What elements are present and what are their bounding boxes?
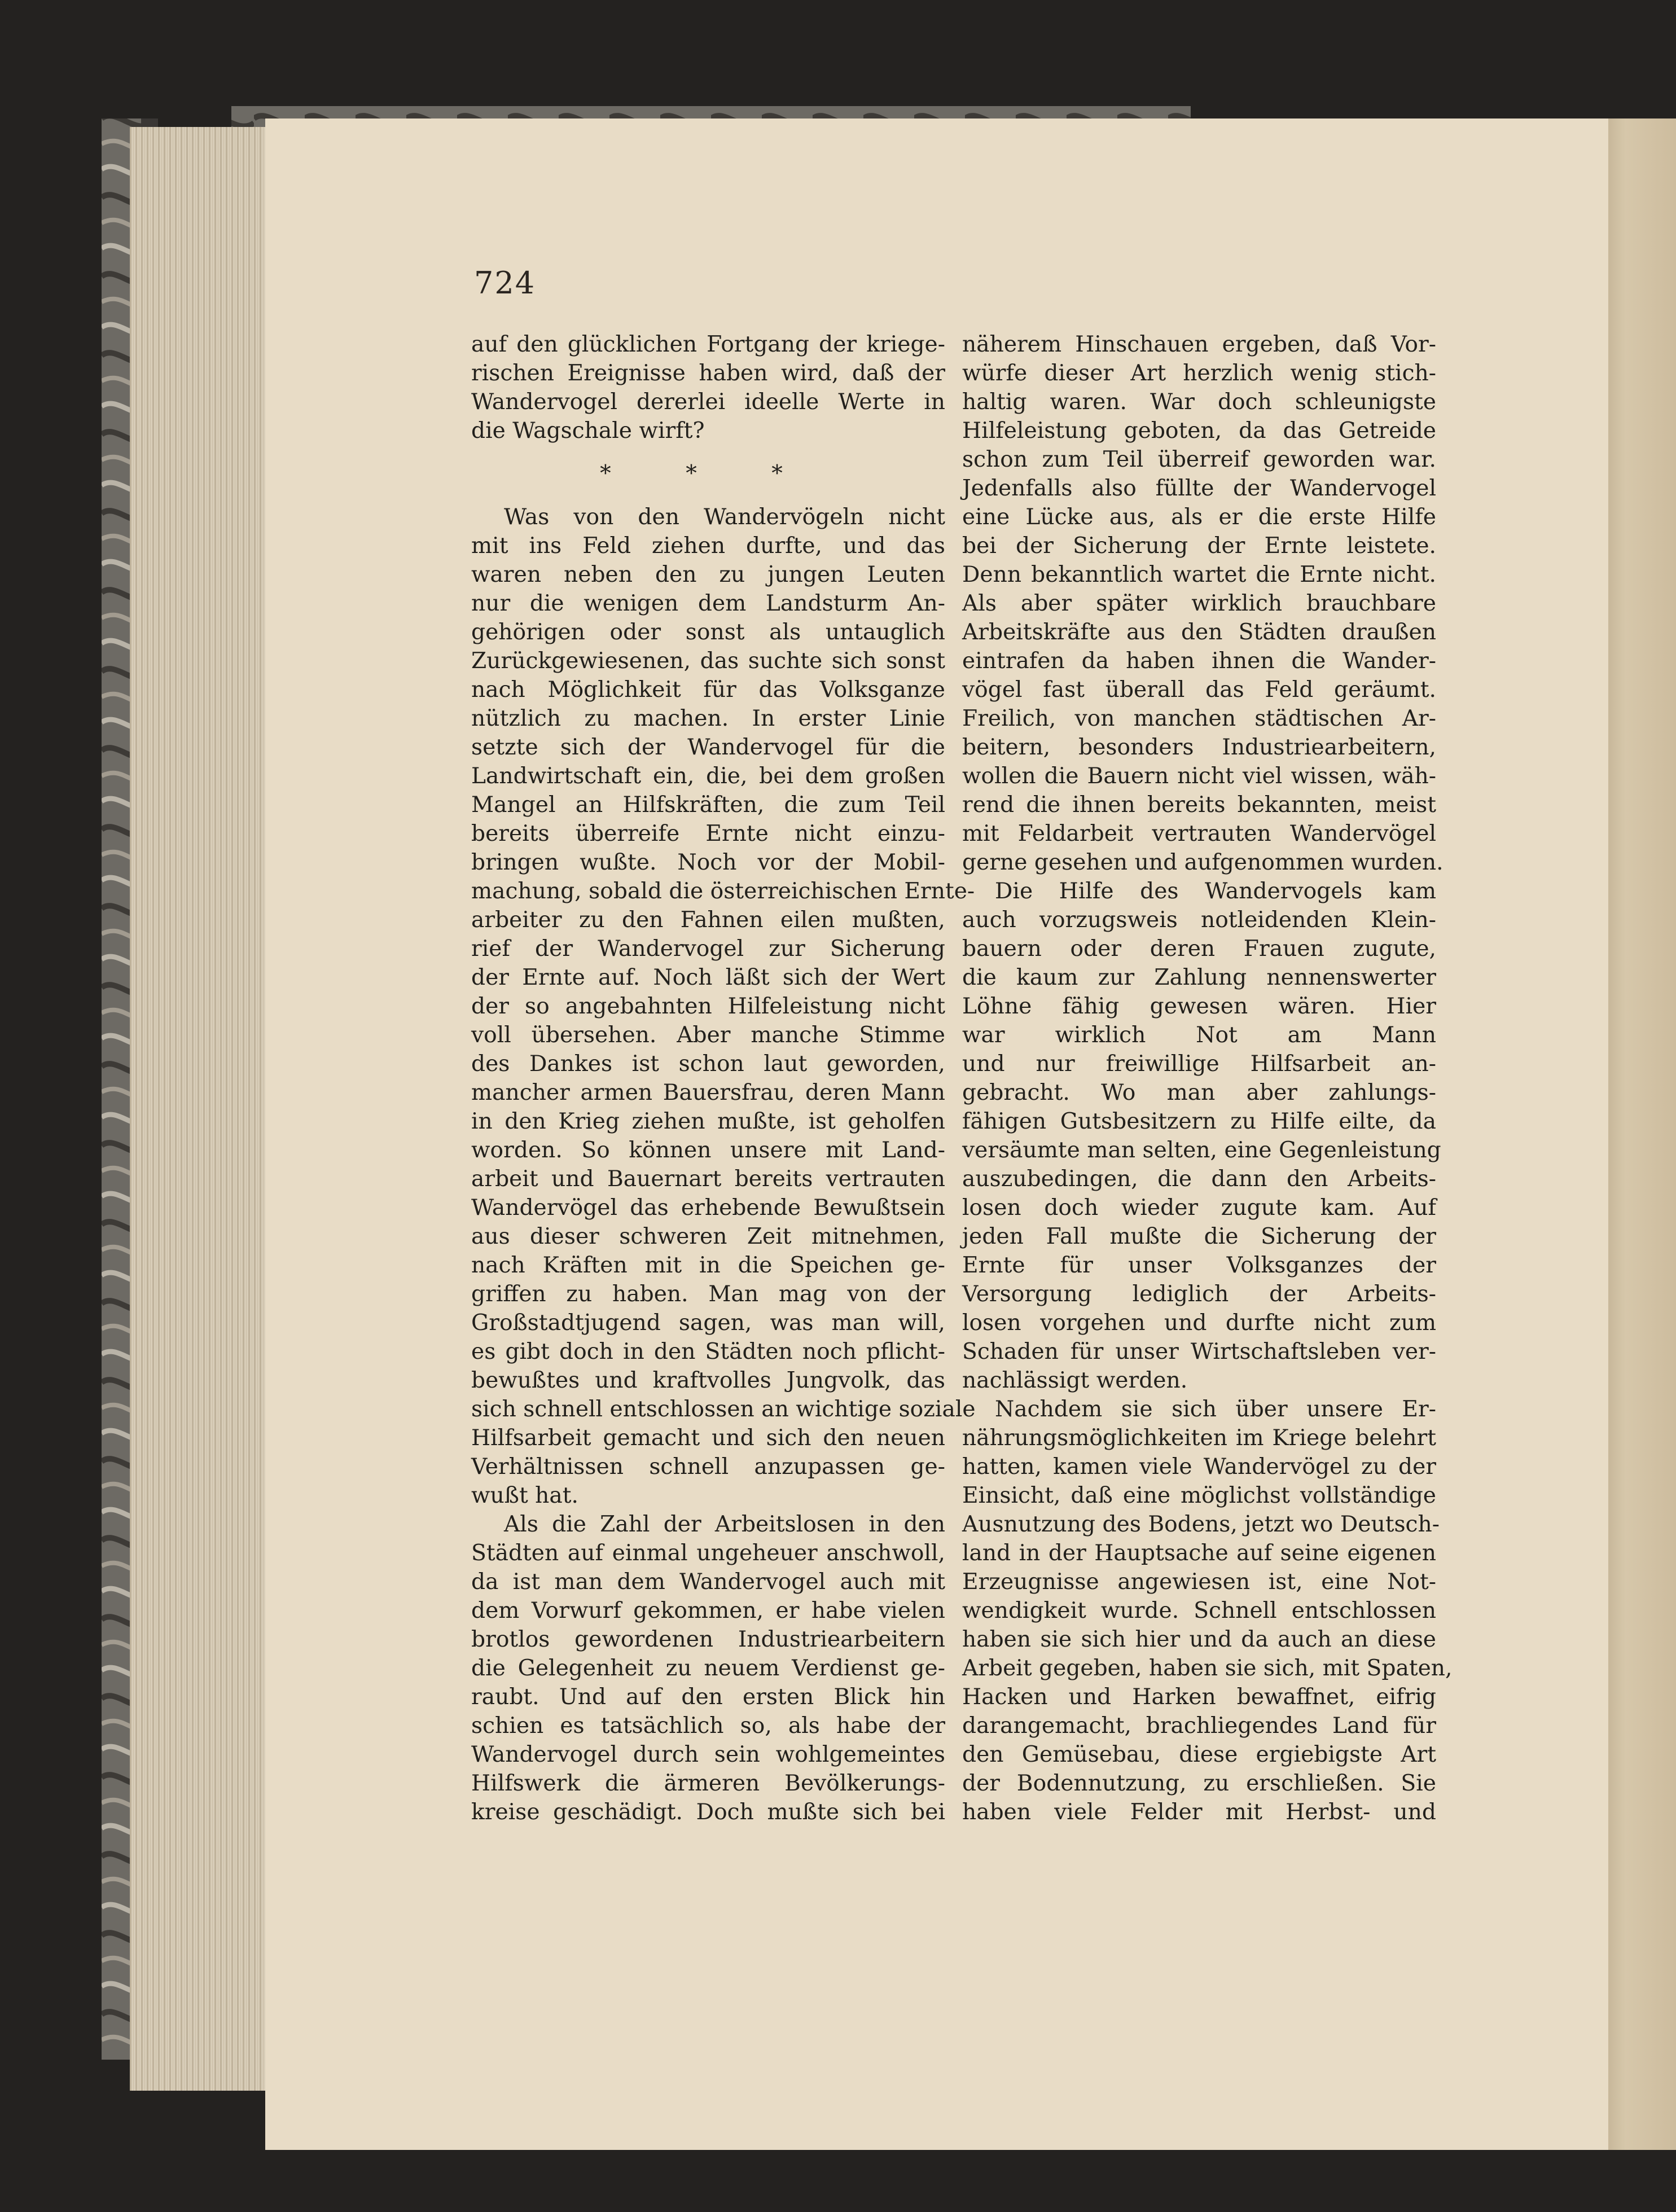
text-line: Was von den Wandervögeln nicht bbox=[504, 504, 945, 530]
text-line: eine Lücke aus, als er die erste Hilfe bbox=[962, 504, 1436, 530]
text-line: waren neben den zu jungen Leuten bbox=[471, 562, 945, 587]
text-line: bei der Sicherung der Ernte leistete. bbox=[962, 533, 1436, 559]
text-line: Verhältnissen schnell anzupassen ge- bbox=[471, 1454, 945, 1480]
text-line: des Dankes ist schon laut geworden, bbox=[471, 1051, 945, 1077]
text-line: die Gelegenheit zu neuem Verdienst ge- bbox=[471, 1656, 945, 1681]
text-line: aus dieser schweren Zeit mitnehmen, bbox=[471, 1224, 945, 1249]
text-line: fähigen Gutsbesitzern zu Hilfe eilte, da bbox=[962, 1109, 1436, 1134]
text-line: kreise geschädigt. Doch mußte sich bei bbox=[471, 1800, 945, 1825]
text-line: näherem Hinschauen ergeben, daß Vor- bbox=[962, 332, 1436, 357]
text-line: auch vorzugsweis notleidenden Klein- bbox=[962, 907, 1436, 933]
text-line: die Wagschale wirft? bbox=[471, 418, 705, 444]
text-line: Wandervögel das erhebende Bewußtsein bbox=[471, 1195, 945, 1221]
text-line: Die Hilfe des Wandervogels kam bbox=[995, 879, 1436, 904]
text-line: Schaden für unser Wirtschaftsleben ver- bbox=[962, 1339, 1436, 1364]
text-line: versäumte man selten, eine Gegenleistung bbox=[962, 1138, 1441, 1163]
text-line: die kaum zur Zahlung nennenswerter bbox=[962, 965, 1436, 990]
text-line: da ist man dem Wandervogel auch mit bbox=[471, 1569, 945, 1595]
text-line: gerne gesehen und aufgenommen wurden. bbox=[962, 850, 1444, 875]
text-line: Erzeugnisse angewiesen ist, eine Not- bbox=[962, 1569, 1436, 1595]
text-line: darangemacht, brachliegendes Land für bbox=[962, 1713, 1436, 1739]
text-line: rief der Wandervogel zur Sicherung bbox=[471, 936, 945, 962]
text-line: dem Vorwurf gekommen, er habe vielen bbox=[471, 1598, 945, 1623]
text-line: es gibt doch in den Städten noch pflicht- bbox=[471, 1339, 945, 1364]
text-line: Zurückgewiesenen, das suchte sich sonst bbox=[471, 648, 945, 674]
text-line: Hilfeleistung geboten, da das Getreide bbox=[962, 418, 1436, 444]
text-line: Hilfsarbeit gemacht und sich den neuen bbox=[471, 1425, 945, 1451]
text-line: Löhne fähig gewesen wären. Hier bbox=[962, 994, 1436, 1019]
text-line: vögel fast überall das Feld geräumt. bbox=[962, 677, 1436, 703]
text-line: jeden Fall mußte die Sicherung der bbox=[962, 1224, 1436, 1249]
text-line: worden. So können unsere mit Land- bbox=[471, 1138, 945, 1163]
text-line: mancher armen Bauersfrau, deren Mann bbox=[471, 1080, 945, 1105]
page-number: 724 bbox=[474, 265, 536, 301]
text-line: machung, sobald die österreichischen Ernte- bbox=[471, 879, 975, 904]
text-line: Großstadtjugend sagen, was man will, bbox=[471, 1310, 945, 1336]
text-line: nach Möglichkeit für das Volksganze bbox=[471, 677, 945, 703]
text-line: Freilich, von manchen städtischen Ar- bbox=[962, 706, 1436, 731]
text-line: in den Krieg ziehen mußte, ist geholfen bbox=[471, 1109, 945, 1134]
text-line: der Ernte auf. Noch läßt sich der Wert bbox=[471, 965, 945, 990]
text-line: arbeiter zu den Fahnen eilen mußten, bbox=[471, 907, 945, 933]
text-line: bringen wußte. Noch vor der Mobil- bbox=[471, 850, 945, 875]
text-line: bereits überreife Ernte nicht einzu- bbox=[471, 821, 945, 846]
text-line: Jedenfalls also füllte der Wandervogel bbox=[962, 476, 1436, 501]
text-line: wußt hat. bbox=[471, 1483, 578, 1508]
text-line: haben sie sich hier und da auch an diese bbox=[962, 1627, 1436, 1652]
left-text-column bbox=[471, 330, 976, 1827]
text-line: der Bodennutzung, zu erschließen. Sie bbox=[962, 1771, 1436, 1796]
text-line: Mangel an Hilfskräften, die zum Teil bbox=[471, 792, 945, 818]
text-line: * * * bbox=[600, 461, 817, 486]
text-line: Landwirtschaft ein, die, bei dem großen bbox=[471, 763, 945, 789]
text-line: Ausnutzung des Bodens, jetzt wo Deutsch- bbox=[962, 1512, 1440, 1537]
text-line: rend die ihnen bereits bekannten, meist bbox=[962, 792, 1436, 818]
text-line: auszubedingen, die dann den Arbeits- bbox=[962, 1166, 1436, 1192]
text-line: brotlos gewordenen Industriearbeitern bbox=[471, 1627, 945, 1652]
text-line: auf den glücklichen Fortgang der kriege- bbox=[471, 332, 945, 357]
text-line: rischen Ereignisse haben wird, daß der bbox=[471, 361, 945, 386]
text-line: raubt. Und auf den ersten Blick hin bbox=[471, 1684, 945, 1710]
text-line: den Gemüsebau, diese ergiebigste Art bbox=[962, 1742, 1436, 1767]
text-line: haben viele Felder mit Herbst- und bbox=[962, 1800, 1436, 1825]
text-line: Hacken und Harken bewaffnet, eifrig bbox=[962, 1684, 1436, 1710]
text-line: bauern oder deren Frauen zugute, bbox=[962, 936, 1436, 962]
text-line: voll übersehen. Aber manche Stimme bbox=[471, 1022, 945, 1048]
text-line: Als aber später wirklich brauchbare bbox=[962, 591, 1436, 616]
right-text-column bbox=[962, 330, 1453, 1827]
text-line: nur die wenigen dem Landsturm An- bbox=[471, 591, 945, 616]
text-line: setzte sich der Wandervogel für die bbox=[471, 735, 945, 760]
text-line: nützlich zu machen. In erster Linie bbox=[471, 706, 945, 731]
text-line: schon zum Teil überreif geworden war. bbox=[962, 447, 1436, 472]
text-line: der so angebahnten Hilfeleistung nicht bbox=[471, 994, 945, 1019]
text-line: Wandervogel durch sein wohlgemeintes bbox=[471, 1742, 945, 1767]
text-line: schien es tatsächlich so, als habe der bbox=[471, 1713, 945, 1739]
text-line: Arbeitskräfte aus den Städten draußen bbox=[962, 620, 1436, 645]
text-line: und nur freiwillige Hilfsarbeit an- bbox=[962, 1051, 1436, 1077]
text-line: mit Feldarbeit vertrauten Wandervögel bbox=[962, 821, 1436, 846]
text-line: arbeit und Bauernart bereits vertrauten bbox=[471, 1166, 945, 1192]
text-line: wendigkeit wurde. Schnell entschlossen bbox=[962, 1598, 1436, 1623]
text-line: Nachdem sie sich über unsere Er- bbox=[995, 1397, 1436, 1422]
text-line: hatten, kamen viele Wandervögel zu der bbox=[962, 1454, 1436, 1480]
text-line: griffen zu haben. Man mag von der bbox=[471, 1281, 945, 1307]
text-line: Wandervogel dererlei ideelle Werte in bbox=[471, 389, 945, 415]
text-line: nährungsmöglichkeiten im Kriege belehrt bbox=[962, 1425, 1436, 1451]
text-line: losen doch wieder zugute kam. Auf bbox=[962, 1195, 1436, 1221]
text-line: Städten auf einmal ungeheuer anschwoll, bbox=[471, 1540, 945, 1566]
text-line: eintrafen da haben ihnen die Wander- bbox=[962, 648, 1436, 674]
text-line: nachlässigt werden. bbox=[962, 1368, 1188, 1393]
text-line: mit ins Feld ziehen durfte, und das bbox=[471, 533, 945, 559]
text-line: sich schnell entschlossen an wichtige soziale bbox=[471, 1397, 976, 1422]
text-line: nach Kräften mit in die Speichen ge- bbox=[471, 1253, 945, 1278]
text-line: Hilfswerk die ärmeren Bevölkerungs- bbox=[471, 1771, 945, 1796]
text-line: Arbeit gegeben, haben sie sich, mit Spaten, bbox=[962, 1656, 1453, 1681]
text-line: beitern, besonders Industriearbeitern, bbox=[962, 735, 1436, 760]
text-line: haltig waren. War doch schleunigste bbox=[962, 389, 1436, 415]
text-line: Versorgung lediglich der Arbeits- bbox=[962, 1281, 1436, 1307]
text-line: würfe dieser Art herzlich wenig stich- bbox=[962, 361, 1436, 386]
text-line: Ernte für unser Volksganzes der bbox=[962, 1253, 1436, 1278]
text-line: Einsicht, daß eine möglichst vollständige bbox=[962, 1483, 1436, 1508]
text-line: gebracht. Wo man aber zahlungs- bbox=[962, 1080, 1436, 1105]
text-line: Als die Zahl der Arbeitslosen in den bbox=[504, 1512, 945, 1537]
text-line: Denn bekanntlich wartet die Ernte nicht. bbox=[962, 562, 1436, 587]
text-line: war wirklich Not am Mann bbox=[962, 1022, 1436, 1048]
text-line: land in der Hauptsache auf seine eigenen bbox=[962, 1540, 1436, 1566]
text-line: bewußtes und kraftvolles Jungvolk, das bbox=[471, 1368, 945, 1393]
text-line: wollen die Bauern nicht viel wissen, wäh- bbox=[962, 763, 1436, 789]
text-line: losen vorgehen und durfte nicht zum bbox=[962, 1310, 1436, 1336]
text-line: gehörigen oder sonst als untauglich bbox=[471, 620, 945, 645]
